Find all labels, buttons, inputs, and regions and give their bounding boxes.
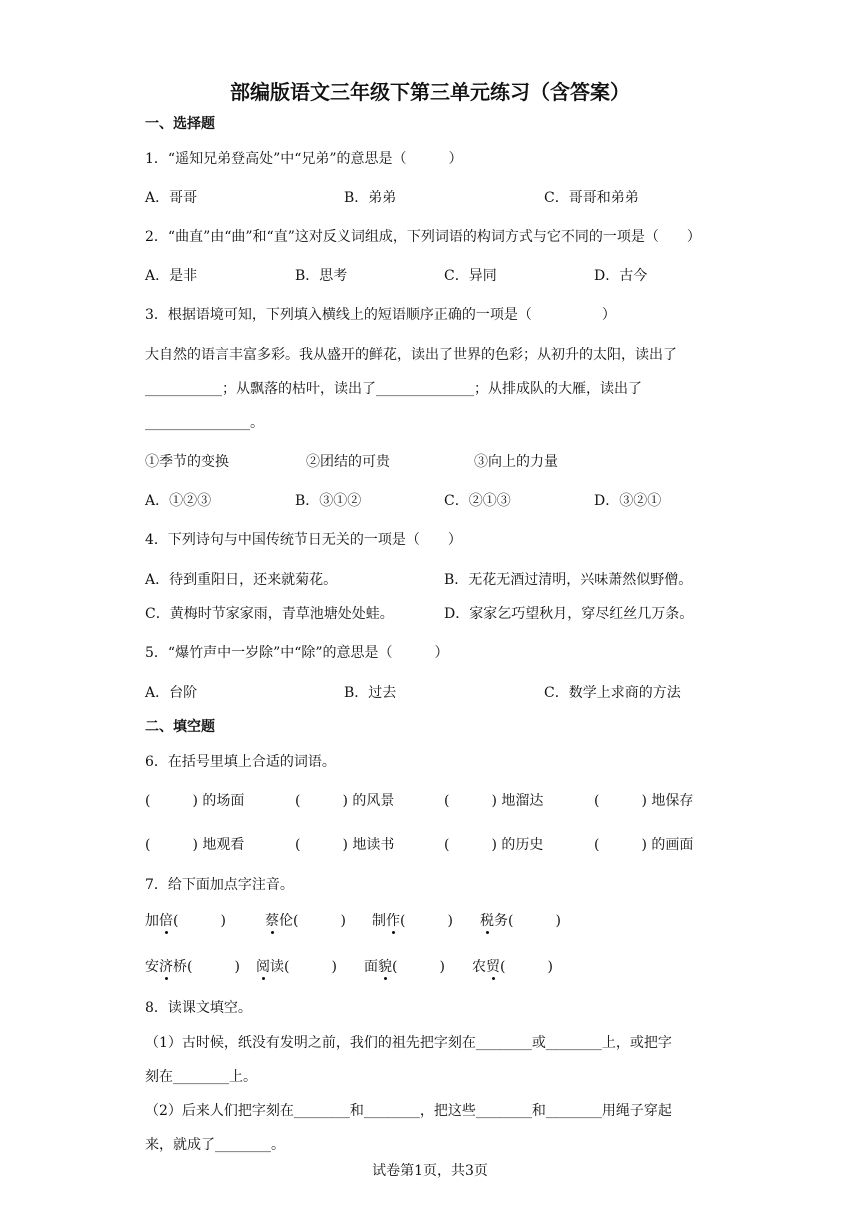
q7-item-7	[364, 956, 445, 976]
q3-phrase-3: ③向上的力量	[474, 454, 558, 470]
q5-option-c: C．数学上求商的方法	[544, 685, 681, 701]
q7-item-7-prefix: 面	[364, 959, 378, 975]
q7-item-1	[145, 910, 226, 930]
q3-option-a: A．①②③	[145, 493, 212, 509]
question-3-stem: 3．根据语境可知，下列填入横线上的短语顺序正确的一项是（ ）	[145, 307, 616, 323]
q7-item-8-suffix: ( )	[500, 959, 553, 975]
q7-item-4-dotted-char: 税	[480, 913, 494, 929]
q5-option-b: B．过去	[344, 685, 397, 701]
q8-line-3: （2）后来人们把字刻在________和________，把这些________和________用绳子穿起	[145, 1103, 672, 1119]
q1-option-a: A．哥哥	[145, 190, 198, 206]
q3-passage-line-3: _______________。	[145, 415, 264, 431]
q7-item-1-suffix: ( )	[173, 913, 226, 929]
q3-phrase-1: ①季节的变换	[145, 454, 229, 470]
q7-item-5	[145, 956, 240, 976]
page-footer: 试卷第1页，共3页	[372, 1163, 488, 1179]
q7-item-5-suffix: 桥( )	[173, 959, 240, 975]
q2-option-c: C．异同	[444, 268, 497, 284]
question-4-stem: 4．下列诗句与中国传统节日无关的一项是（ ）	[145, 532, 462, 548]
q2-option-a: A．是非	[145, 268, 198, 284]
question-1-stem: 1．“遥知兄弟登高处”中“兄弟”的意思是（ ）	[145, 151, 463, 167]
q7-item-6-dotted-char: 阅	[256, 959, 270, 975]
q3-passage-line-1: 大自然的语言丰富多彩。我从盛开的鲜花，读出了世界的色彩；从初升的太阳，读出了	[145, 347, 677, 363]
q6-blank-6: ( ) 地读书	[295, 837, 395, 853]
section-heading-choice: 一、选择题	[145, 116, 215, 132]
q5-option-a: A．台阶	[145, 685, 198, 701]
q7-item-3	[372, 910, 453, 930]
q4-option-d: D．家家乞巧望秋月，穿尽红丝几万条。	[444, 606, 694, 622]
q6-blank-7: ( ) 的历史	[444, 837, 544, 853]
q8-line-2: 刻在________上。	[145, 1069, 257, 1085]
q7-item-2-suffix: 伦( )	[279, 913, 346, 929]
q3-option-d: D．③②①	[594, 493, 662, 509]
q4-option-b: B．无花无酒过清明，兴味萧然似野僧。	[444, 572, 693, 588]
q1-option-c: C．哥哥和弟弟	[544, 190, 639, 206]
q4-option-c: C．黄梅时节家家雨，青草池塘处处蛙。	[145, 606, 394, 622]
page-title: 部编版语文三年级下第三单元练习（含答案）	[230, 80, 630, 104]
q7-item-6	[256, 956, 337, 976]
q7-item-2	[265, 910, 346, 930]
q7-item-1-dotted-char: 倍	[159, 913, 173, 929]
q7-item-6-suffix: 读( )	[270, 959, 337, 975]
q7-item-8-prefix: 农	[472, 959, 486, 975]
q6-blank-5: ( ) 地观看	[145, 837, 245, 853]
q1-option-b: B．弟弟	[344, 190, 397, 206]
q6-blank-1: ( ) 的场面	[145, 793, 245, 809]
q4-option-a: A．待到重阳日，还来就菊花。	[145, 572, 338, 588]
q7-item-3-prefix: 制	[372, 913, 386, 929]
q7-item-4-suffix: 务( )	[494, 913, 561, 929]
q7-item-7-dotted-char: 貌	[378, 959, 392, 975]
q7-item-2-dotted-char: 蔡	[265, 913, 279, 929]
q7-item-4	[480, 910, 561, 930]
q7-item-3-suffix: ( )	[400, 913, 453, 929]
question-7-stem: 7．给下面加点字注音。	[145, 877, 294, 893]
q6-blank-2: ( ) 的风景	[295, 793, 395, 809]
q7-item-8-dotted-char: 贸	[486, 959, 500, 975]
q3-phrase-2: ②团结的可贵	[306, 454, 390, 470]
q7-item-5-dotted-char: 济	[159, 959, 173, 975]
q8-line-1: （1）古时候，纸没有发明之前，我们的祖先把字刻在________或________上，或把字	[145, 1035, 672, 1051]
q7-item-7-suffix: ( )	[392, 959, 445, 975]
q7-item-8	[472, 956, 553, 976]
question-2-stem: 2．“曲直”由“曲”和“直”这对反义词组成，下列词语的构词方式与它不同的一项是（ ）	[145, 229, 701, 245]
q3-option-b: B．③①②	[295, 493, 362, 509]
q7-item-3-dotted-char: 作	[386, 913, 400, 929]
question-6-stem: 6．在括号里填上合适的词语。	[145, 754, 336, 770]
q7-item-5-prefix: 安	[145, 959, 159, 975]
q7-item-1-prefix: 加	[145, 913, 159, 929]
q8-line-4: 来，就成了________。	[145, 1137, 285, 1153]
q6-blank-3: ( ) 地溜达	[444, 793, 544, 809]
q3-option-c: C．②①③	[444, 493, 511, 509]
q2-option-b: B．思考	[295, 268, 348, 284]
section-heading-fill: 二、填空题	[145, 719, 215, 735]
q6-blank-4: ( ) 地保存	[594, 793, 694, 809]
q3-passage-line-2: ___________；从飘落的枯叶，读出了______________；从排成队的大雁，读出了	[145, 381, 642, 397]
q6-blank-8: ( ) 的画面	[594, 837, 694, 853]
question-5-stem: 5．“爆竹声中一岁除”中“除”的意思是（ ）	[145, 645, 449, 661]
q2-option-d: D．古今	[594, 268, 648, 284]
question-8-stem: 8．读课文填空。	[145, 1000, 252, 1016]
